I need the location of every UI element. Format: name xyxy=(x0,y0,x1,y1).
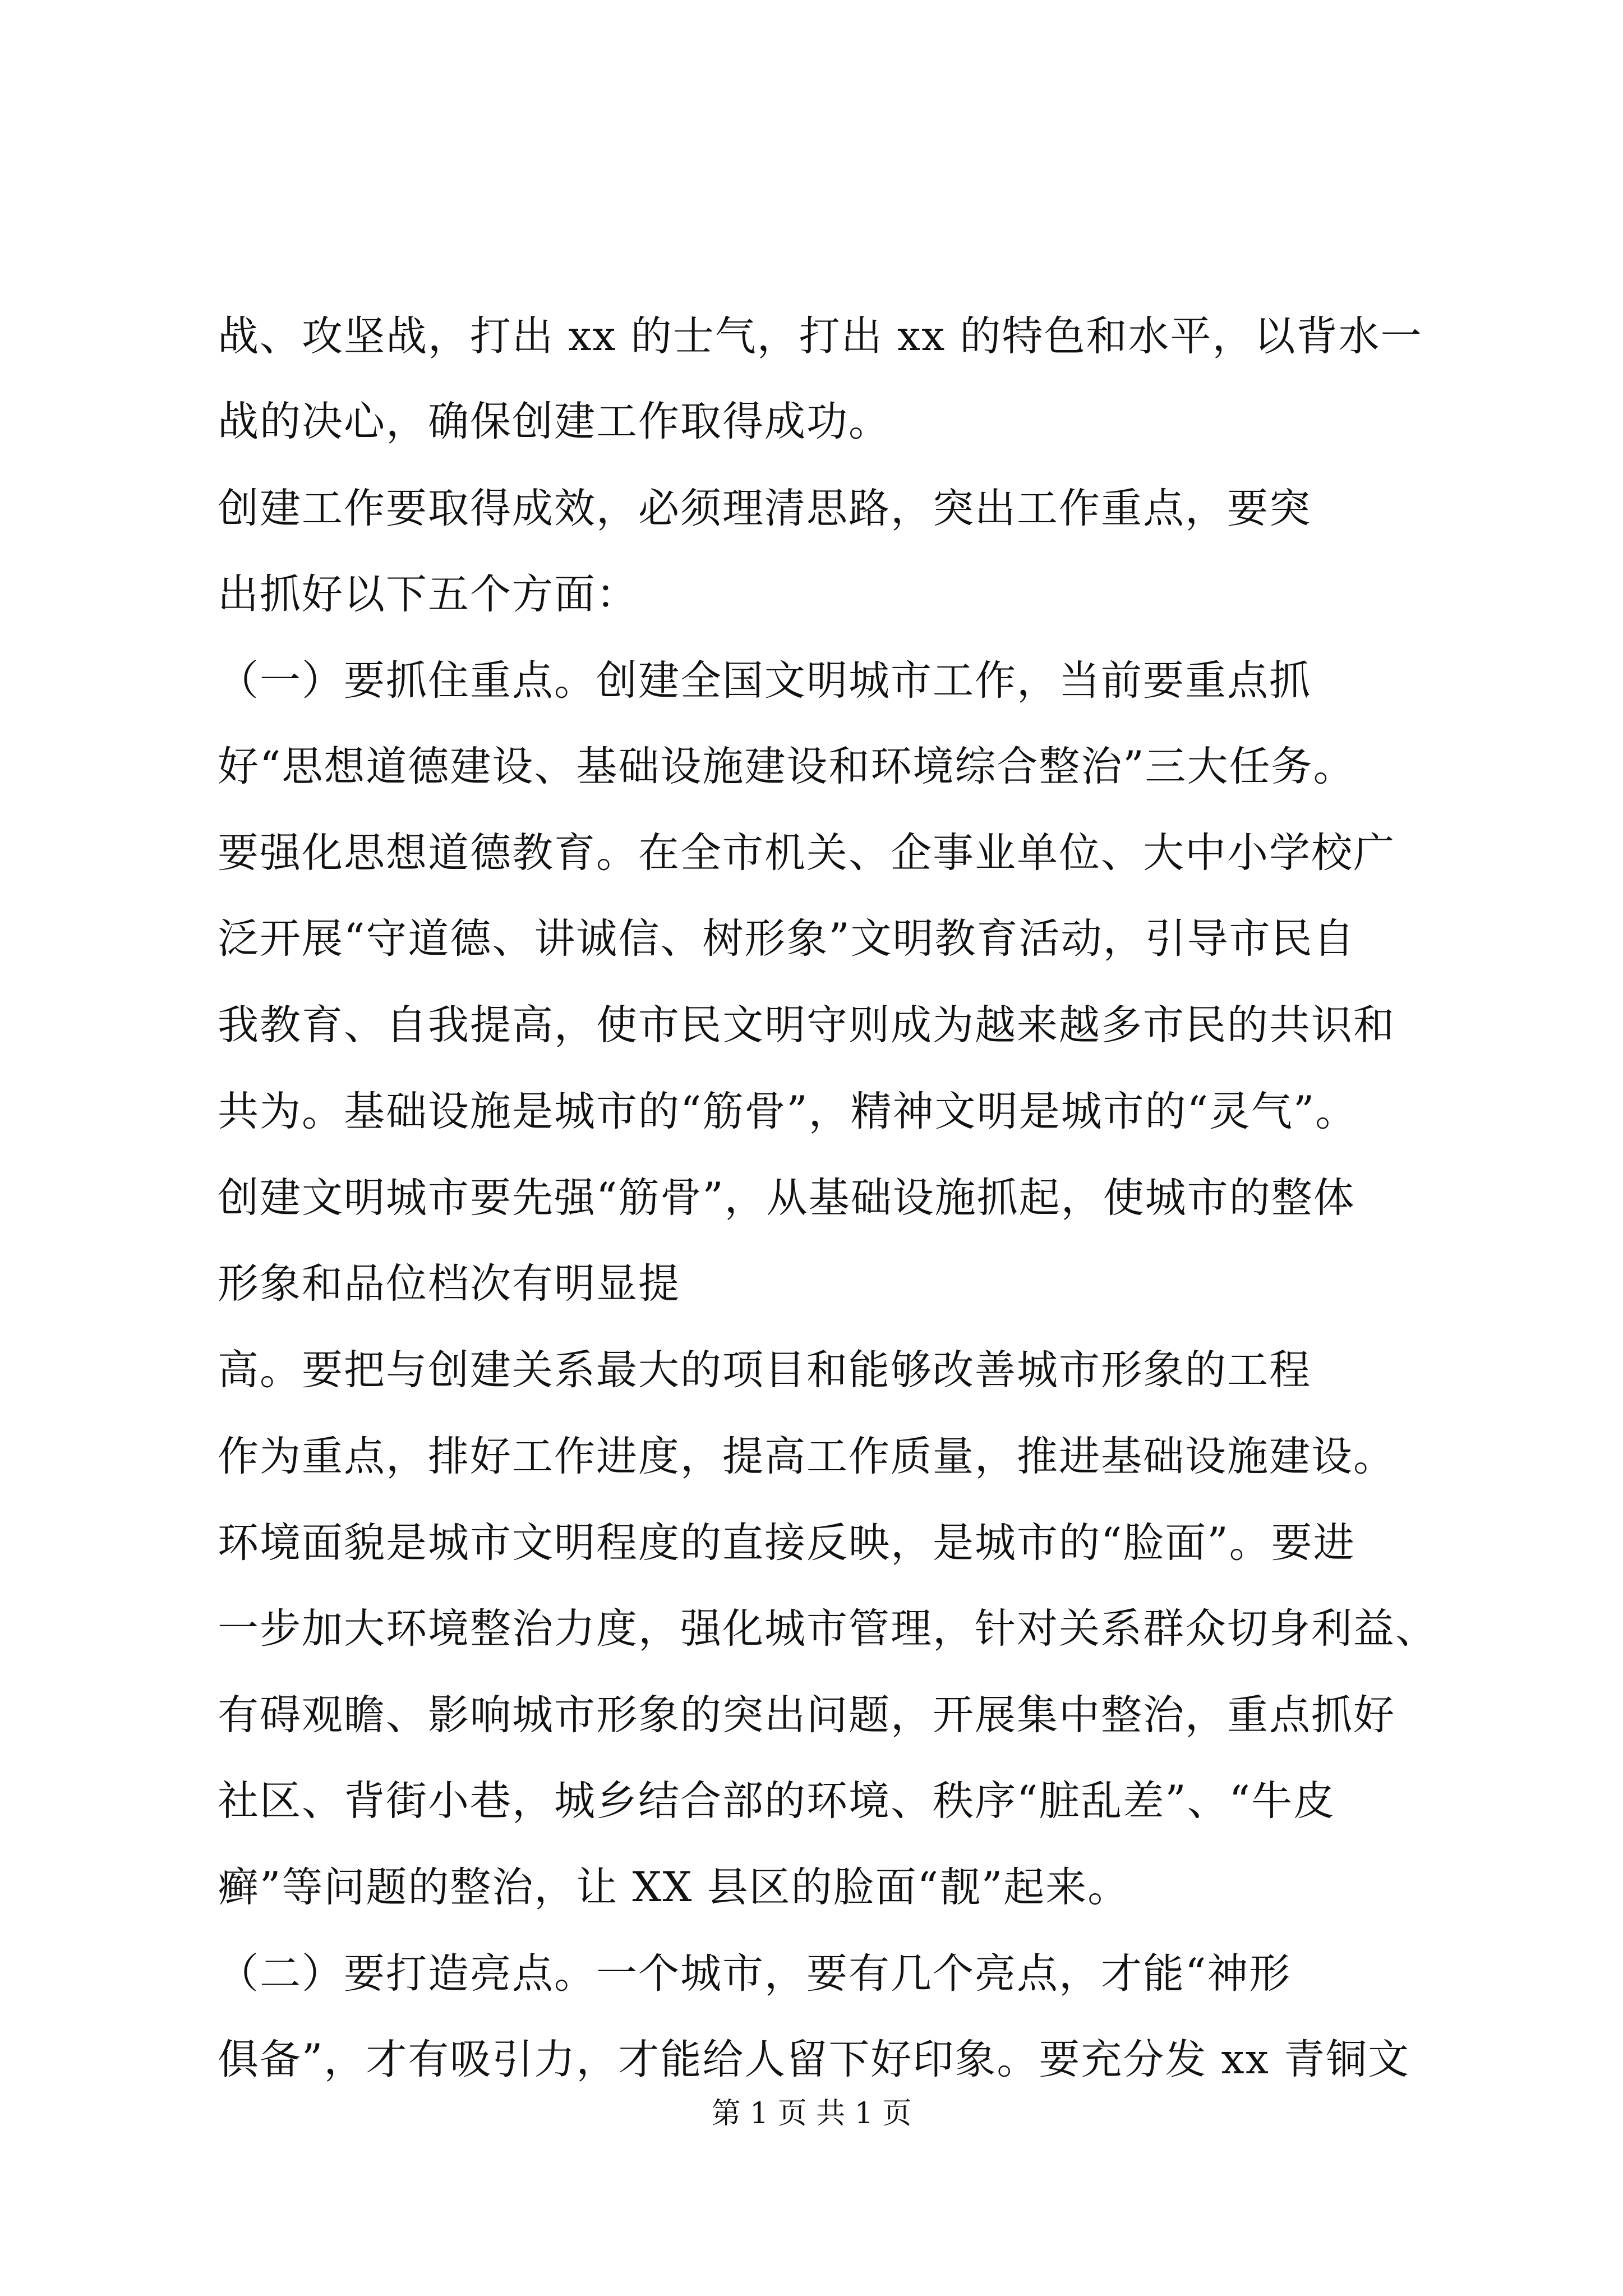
text-line: 社区、背街小巷，城乡结合部的环境、秩序“脏乱差”、“牛皮 xyxy=(218,1777,1335,1825)
text-line: 俱备”，才有吸引力，才能给人留下好印象。要充分发 xx 青铜文 xyxy=(218,2036,1410,2083)
text-line: （二）要打造亮点。一个城市，要有几个亮点，才能“神形 xyxy=(218,1950,1292,1998)
text-line: 形象和品位档次有明显提 xyxy=(218,1260,680,1308)
text-line: 泛开展“守道德、讲诚信、树形象”文明教育活动，引导市民自 xyxy=(218,915,1355,963)
text-line: 作为重点，排好工作进度，提高工作质量，推进基础设施建设。 xyxy=(218,1433,1395,1480)
text-line: 创建工作要取得成效，必须理清思路，突出工作重点，要突 xyxy=(218,485,1311,532)
text-line: 战、攻坚战，打出 xx 的士气，打出 xx 的特色和水平，以背水一 xyxy=(218,312,1423,360)
text-line: 好“思想道德建设、基础设施建设和环境综合整治”三大任务。 xyxy=(218,743,1355,790)
text-line: 有碍观瞻、影响城市形象的突出问题，开展集中整治，重点抓好 xyxy=(218,1691,1395,1739)
text-line: 环境面貌是城市文明程度的直接反映，是城市的“脸面”。要进 xyxy=(218,1519,1355,1567)
text-line: （一）要抓住重点。创建全国文明城市工作，当前要重点抓 xyxy=(218,657,1311,705)
text-line: 癣”等问题的整治，让 XX 县区的脸面“靓”起来。 xyxy=(218,1864,1130,1911)
text-line: 高。要把与创建关系最大的项目和能够改善城市形象的工程 xyxy=(218,1346,1311,1394)
text-line: 创建文明城市要先强“筋骨”，从基础设施抓起，使城市的整体 xyxy=(218,1174,1355,1222)
text-line: 要强化思想道德教育。在全市机关、企事业单位、大中小学校广 xyxy=(218,829,1395,877)
page-number-footer: 第 1 页 共 1 页 xyxy=(711,2097,912,2131)
text-line: 一步加大环境整治力度，强化城市管理，针对关系群众切身利益、 xyxy=(218,1605,1437,1653)
text-line: 共为。基础设施是城市的“筋骨”，精神文明是城市的“灵气”。 xyxy=(218,1088,1358,1135)
text-line: 战的决心，确保创建工作取得成功。 xyxy=(218,398,891,445)
text-line: 出抓好以下五个方面： xyxy=(218,570,638,618)
text-line: 我教育、自我提高，使市民文明守则成为越来越多市民的共识和 xyxy=(218,1001,1395,1049)
